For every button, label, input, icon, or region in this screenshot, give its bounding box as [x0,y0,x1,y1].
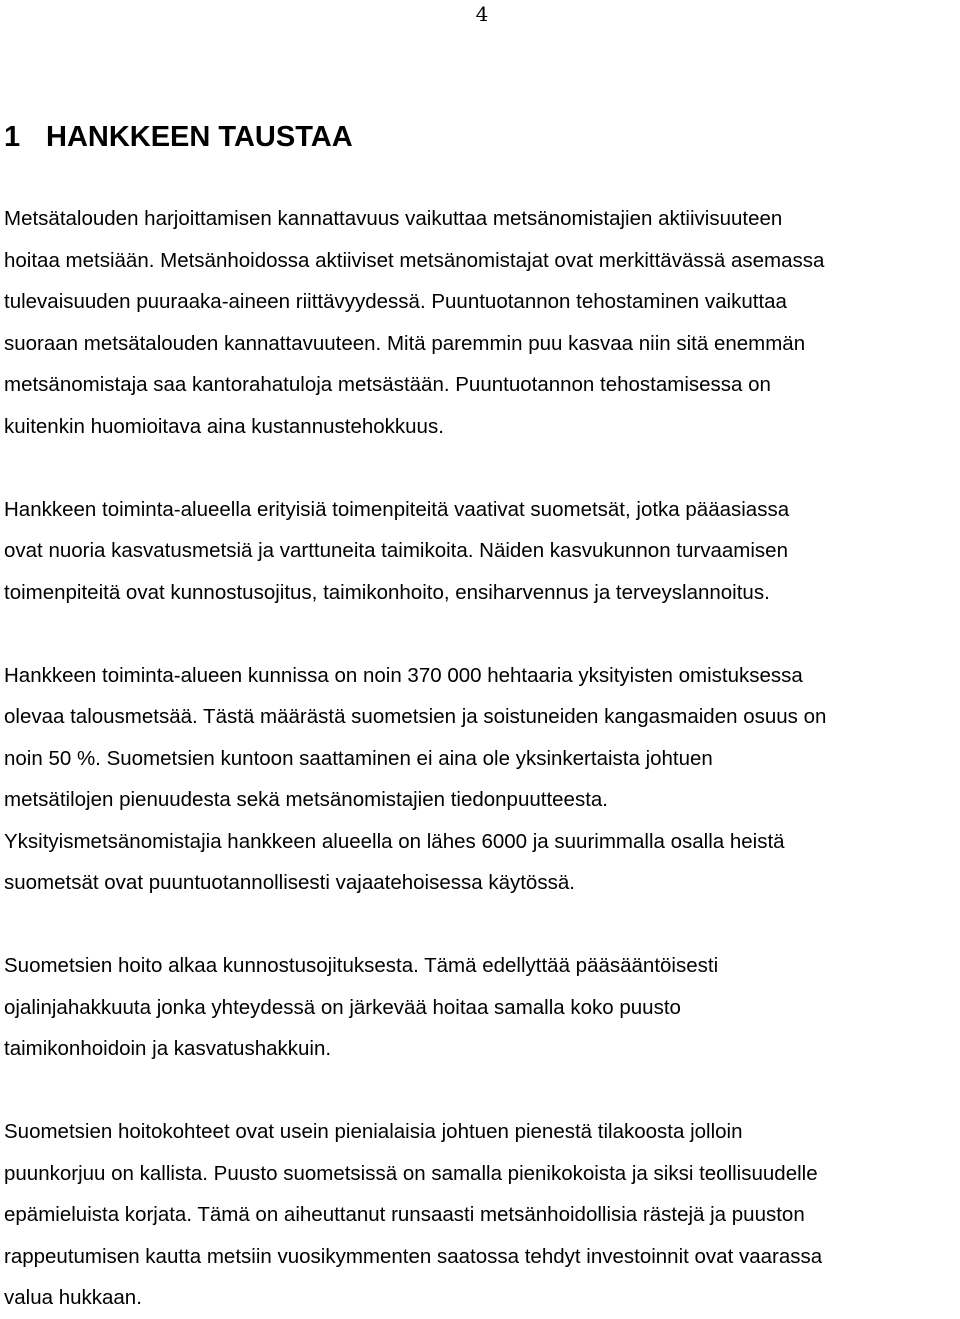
section-title: HANKKEEN TAUSTAA [46,121,353,153]
text-line: Hankkeen toiminta-alueella erityisiä toimenpiteitä vaativat suometsät, jotka pääasiassa [4,497,790,521]
text-line: hoitaa metsiään. Metsänhoidossa aktiiviset metsänomistajat ovat merkittävässä asemassa [4,248,825,272]
text-line: valua hukkaan. [4,1286,142,1309]
page-number: 4 [475,2,489,26]
text-line: metsätilojen pienuudesta sekä metsänomistajien tiedonpuutteesta. [4,788,608,811]
text-line: suoraan metsätalouden kannattavuuteen. Mitä paremmin puu kasvaa niin sitä enemmän [4,331,806,355]
text-line: olevaa talousmetsää. Tästä määrästä suometsien ja soistuneiden kangasmaiden osuus on [4,705,827,728]
section-heading [4,118,353,156]
text-line: suometsät ovat puuntuotannollisesti vajaatehoisessa käytössä. [4,871,575,894]
paragraph-spacer [4,447,960,489]
text-line: rappeutumisen kautta metsiin vuosikymmenten saatossa tehdyt investoinnit ovat vaarassa [4,1244,823,1268]
text-line: toimenpiteitä ovat kunnostusojitus, taimikonhoito, ensiharvennus ja terveyslannoitus. [4,580,770,604]
text-line: noin 50 %. Suometsien kuntoon saattaminen ei aina ole yksinkertaista johtuen [4,746,713,770]
text-line: Suometsien hoito alkaa kunnostusojituksesta. Tämä edellyttää pääsääntöisesti [4,954,719,977]
paragraph-spacer [4,613,960,655]
paragraph-3 [4,655,960,904]
text-line: Hankkeen toiminta-alueen kunnissa on noin 370 000 hehtaaria yksityisten omistuksessa [4,663,803,687]
text-line: tulevaisuuden puuraaka-aineen riittävyydessä. Puuntuotannon tehostaminen vaikuttaa [4,290,787,313]
text-line: ovat nuoria kasvatusmetsiä ja varttuneita taimikoita. Näiden kasvukunnon turvaamisen [4,539,788,562]
text-line: Metsätalouden harjoittamisen kannattavuus vaikuttaa metsänomistajien aktiivisuuteen [4,207,783,230]
section-number: 1 [4,121,21,153]
paragraph-5 [4,1111,960,1319]
text-line: puunkorjuu on kallista. Puusto suometsissä on samalla pienikokoista ja siksi teollisuudelle [4,1161,818,1185]
text-line: taimikonhoidoin ja kasvatushakkuin. [4,1037,332,1060]
paragraph-2 [4,489,960,614]
paragraph-4 [4,945,960,1070]
text-line: metsänomistaja saa kantorahatuloja metsästään. Puuntuotannon tehostamisessa on [4,373,771,396]
paragraph-spacer [4,1070,960,1112]
text-line: epämieluista korjata. Tämä on aiheuttanut runsaasti metsänhoidollisia rästejä ja puuston [4,1203,805,1226]
body-text [4,198,960,1319]
text-line: ojalinjahakkuuta jonka yhteydessä on järkevää hoitaa samalla koko puusto [4,995,681,1019]
text-line: Suometsien hoitokohteet ovat usein pienialaisia johtuen pienestä tilakoosta jolloin [4,1120,743,1143]
text-line: Yksityismetsänomistajia hankkeen alueella on lähes 6000 ja suurimmalla osalla heistä [4,829,785,853]
text-line: kuitenkin huomioitava aina kustannustehokkuus. [4,414,444,438]
paragraph-1 [4,198,960,447]
paragraph-spacer [4,904,960,946]
